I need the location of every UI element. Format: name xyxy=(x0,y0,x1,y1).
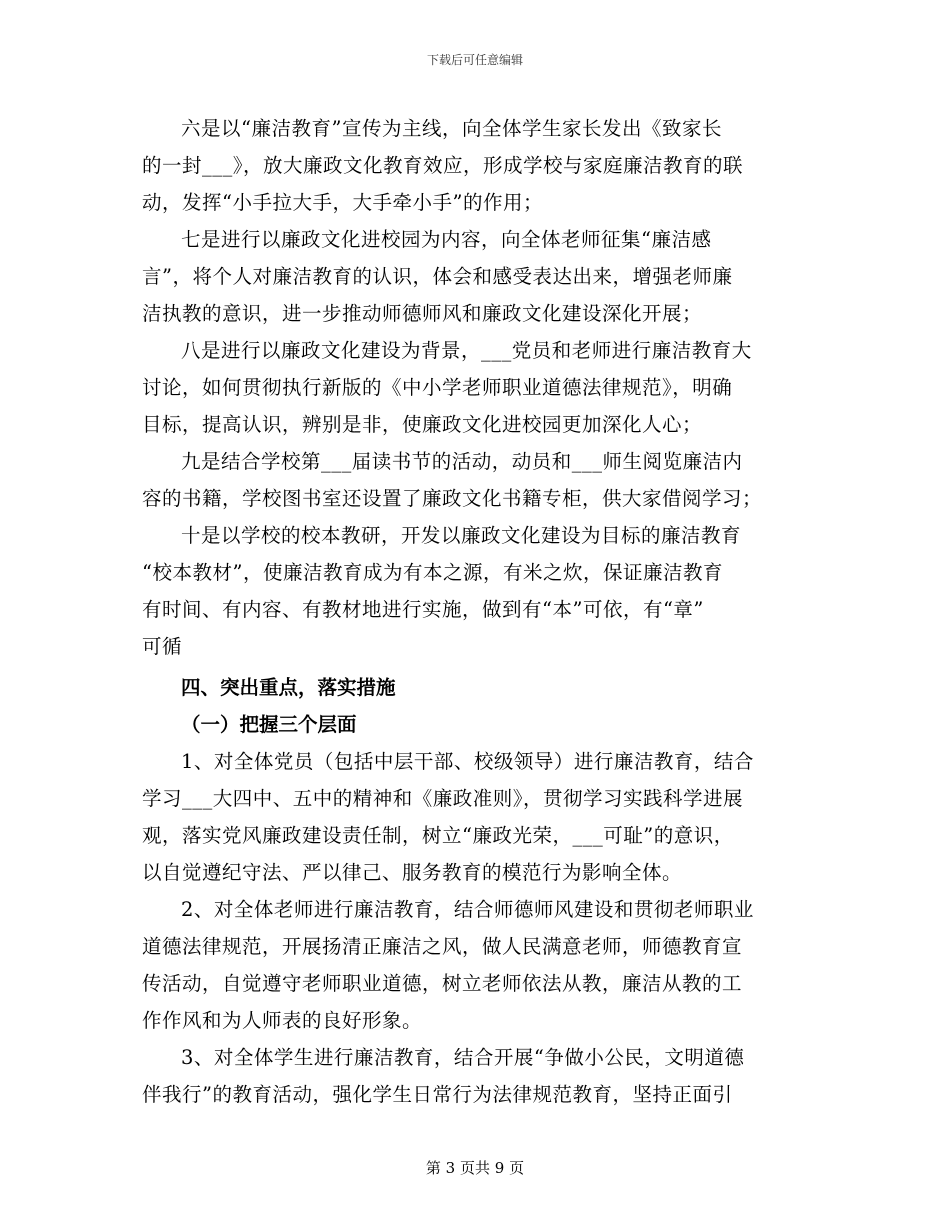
text-line: 讨论，如何贯彻执行新版的《中小学老师职业道德法律规范》，明确 xyxy=(142,376,733,399)
text-line: “校本教材”，使廉洁教育成为有本之源，有米之炊，保证廉洁教育 xyxy=(142,561,723,584)
page-footer: 第 3 页共 9 页 xyxy=(425,1159,525,1177)
text-line: 言”，将个人对廉洁教育的认识，体会和感受表达出来，增强老师廉 xyxy=(142,265,733,288)
text-line: 容的书籍，学校图书室还设置了廉政文化书籍专柜，供大家借阅学习； xyxy=(142,487,763,510)
text-line: 十是以学校的校本教研，开发以廉政文化建设为目标的廉洁教育 xyxy=(181,524,742,547)
paragraph xyxy=(142,221,802,332)
paragraph xyxy=(142,517,802,665)
list-item xyxy=(142,891,802,1039)
paragraph xyxy=(142,443,802,517)
text-line: 1、对全体党员（包括中层干部、校级领导）进行廉洁教育，结合 xyxy=(181,750,754,773)
text-line: 以自觉遵纪守法、严以律己、服务教育的模范行为影响全体。 xyxy=(142,861,683,884)
text-line: 九是结合学校第___届读书节的活动，动员和___师生阅览廉洁内 xyxy=(181,450,743,473)
text-line: 目标，提高认识，辨别是非，使廉政文化进校园更加深化人心； xyxy=(142,413,703,436)
text-line: 洁执教的意识，进一步推动师德师风和廉政文化建设深化开展； xyxy=(142,302,703,325)
text-line: 的一封___》，放大廉政文化教育效应，形成学校与家庭廉洁教育的联 xyxy=(142,154,744,177)
document-body xyxy=(142,110,802,1113)
text-line: 有时间、有内容、有教材地进行实施，做到有“本”可依，有“章” xyxy=(142,598,704,621)
subsection-heading: （一）把握三个层面 xyxy=(181,713,357,736)
text-line: 六是以“廉洁教育”宣传为主线，向全体学生家长发出《致家长 xyxy=(181,117,722,140)
list-item xyxy=(142,1039,802,1113)
text-line: 传活动，自觉遵守老师职业道德，树立老师依法从教，廉洁从教的工 xyxy=(142,972,743,995)
section-heading: 四、突出重点，落实措施 xyxy=(181,676,396,699)
text-line: 动，发挥“小手拉大手，大手牵小手”的作用； xyxy=(142,191,543,214)
text-line: 道德法律规范，开展扬清正廉洁之风，做人民满意老师，师德教育宣 xyxy=(142,935,743,958)
paragraph xyxy=(142,332,802,443)
text-line: 作作风和为人师表的良好形象。 xyxy=(142,1009,423,1032)
text-line: 观，落实党风廉政建设责任制，树立“廉政光荣，___可耻”的意识， xyxy=(142,824,734,847)
text-line: 3、对全体学生进行廉洁教育，结合开展“争做小公民，文明道德 xyxy=(181,1046,745,1069)
paragraph xyxy=(142,110,802,221)
text-line: 七是进行以廉政文化进校园为内容，向全体老师征集“廉洁感 xyxy=(181,228,712,251)
text-line: 2、对全体老师进行廉洁教育，结合师德师风建设和贯彻老师职业 xyxy=(181,898,754,921)
page-header: 下载后可任意编辑 xyxy=(426,53,523,67)
text-line: 八是进行以廉政文化建设为背景，___党员和老师进行廉洁教育大 xyxy=(181,339,752,362)
text-line: 伴我行”的教育活动，强化学生日常行为法律规范教育，坚持正面引 xyxy=(142,1083,733,1106)
text-line: 可循 xyxy=(142,635,183,658)
text-line: 学习___大四中、五中的精神和《廉政准则》，贯彻学习实践科学进展 xyxy=(142,787,744,810)
list-item xyxy=(142,743,802,891)
